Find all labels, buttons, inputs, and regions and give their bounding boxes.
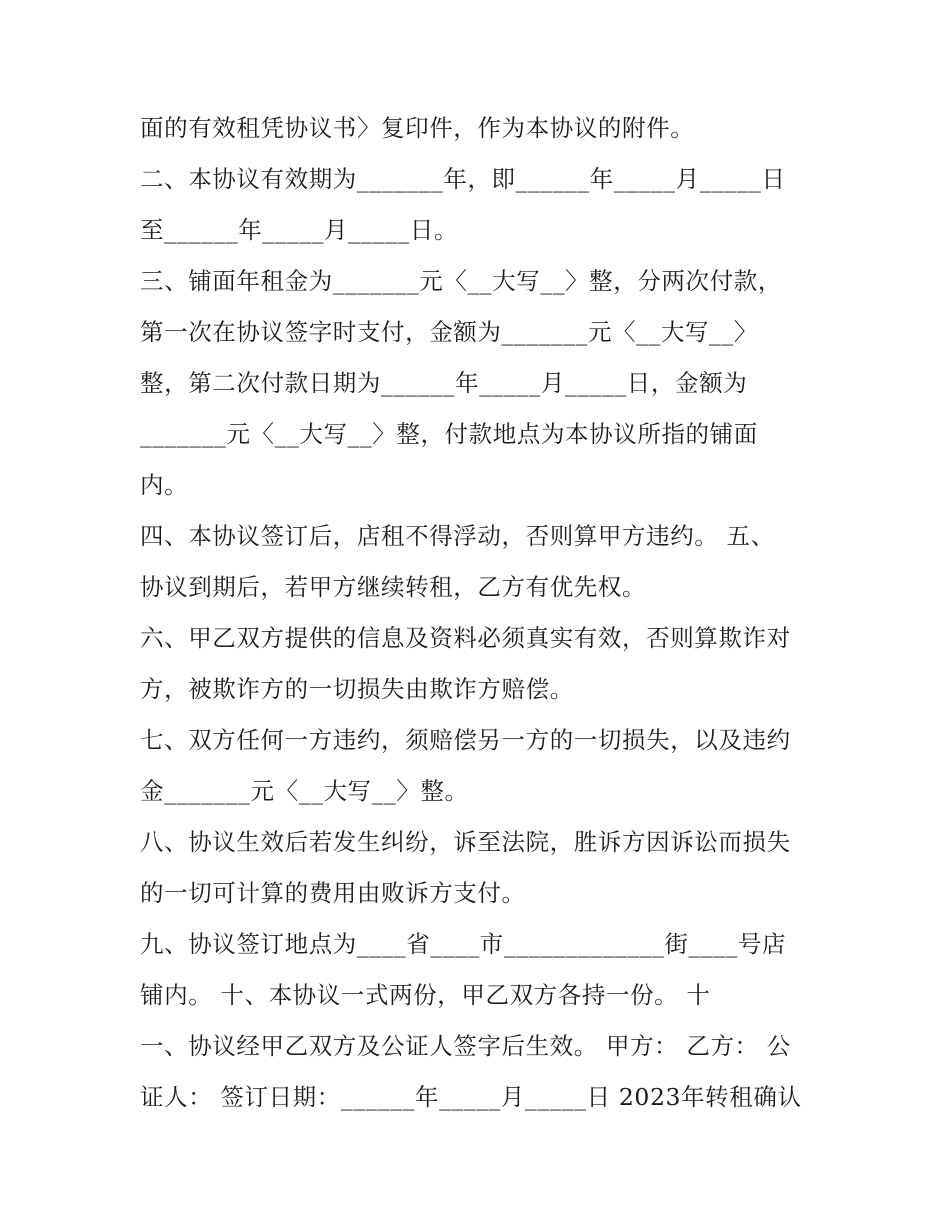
text-line: 七、双方任何一方违约，须赔偿另一方的一切损失，以及违约 <box>140 726 791 754</box>
text-line: 的一切可计算的费用由败诉方支付。 <box>140 879 526 907</box>
text-line: 方，被欺诈方的一切损失由欺诈方赔偿。 <box>140 675 574 703</box>
text-line: 至______年_____月_____日。 <box>140 216 459 244</box>
text-line: _______元〈__大写__〉整，付款地点为本协议所指的铺面 <box>140 420 758 448</box>
text-line: 整，第二次付款日期为______年_____月_____日，金额为 <box>140 369 748 397</box>
text-line: 六、甲乙双方提供的信息及资料必须真实有效，否则算欺诈对 <box>140 624 791 652</box>
text-line: 一、协议经甲乙双方及公证人签字后生效。 甲方： 乙方： 公 <box>140 1032 791 1060</box>
text-line: 金_______元〈__大写__〉整。 <box>140 777 469 805</box>
text-line: 面的有效租凭协议书〉复印件，作为本协议的附件。 <box>140 114 695 142</box>
text-line: 内。 <box>140 471 189 499</box>
text-line: 第一次在协议签字时支付，金额为_______元〈__大写__〉 <box>140 318 758 346</box>
text-line: 协议到期后，若甲方继续转租，乙方有优先权。 <box>140 573 647 601</box>
text-line: 九、协议签订地点为____省____市_____________街____号店 <box>140 930 787 958</box>
text-line: 铺内。 十、本协议一式两份，甲乙双方各持一份。 十 <box>140 981 711 1009</box>
text-line: 四、本协议签订后，店租不得浮动，否则算甲方违约。 五、 <box>140 522 775 550</box>
text-line: 三、铺面年租金为_______元〈__大写__〉整，分两次付款， <box>140 267 782 295</box>
text-line: 证人： 签订日期：______年_____月_____日 2023年转租确认 <box>140 1083 802 1111</box>
text-line: 二、本协议有效期为_______年，即______年_____月_____日 <box>140 165 786 193</box>
text-line: 八、协议生效后若发生纠纷，诉至法院，胜诉方因诉讼而损失 <box>140 828 791 856</box>
